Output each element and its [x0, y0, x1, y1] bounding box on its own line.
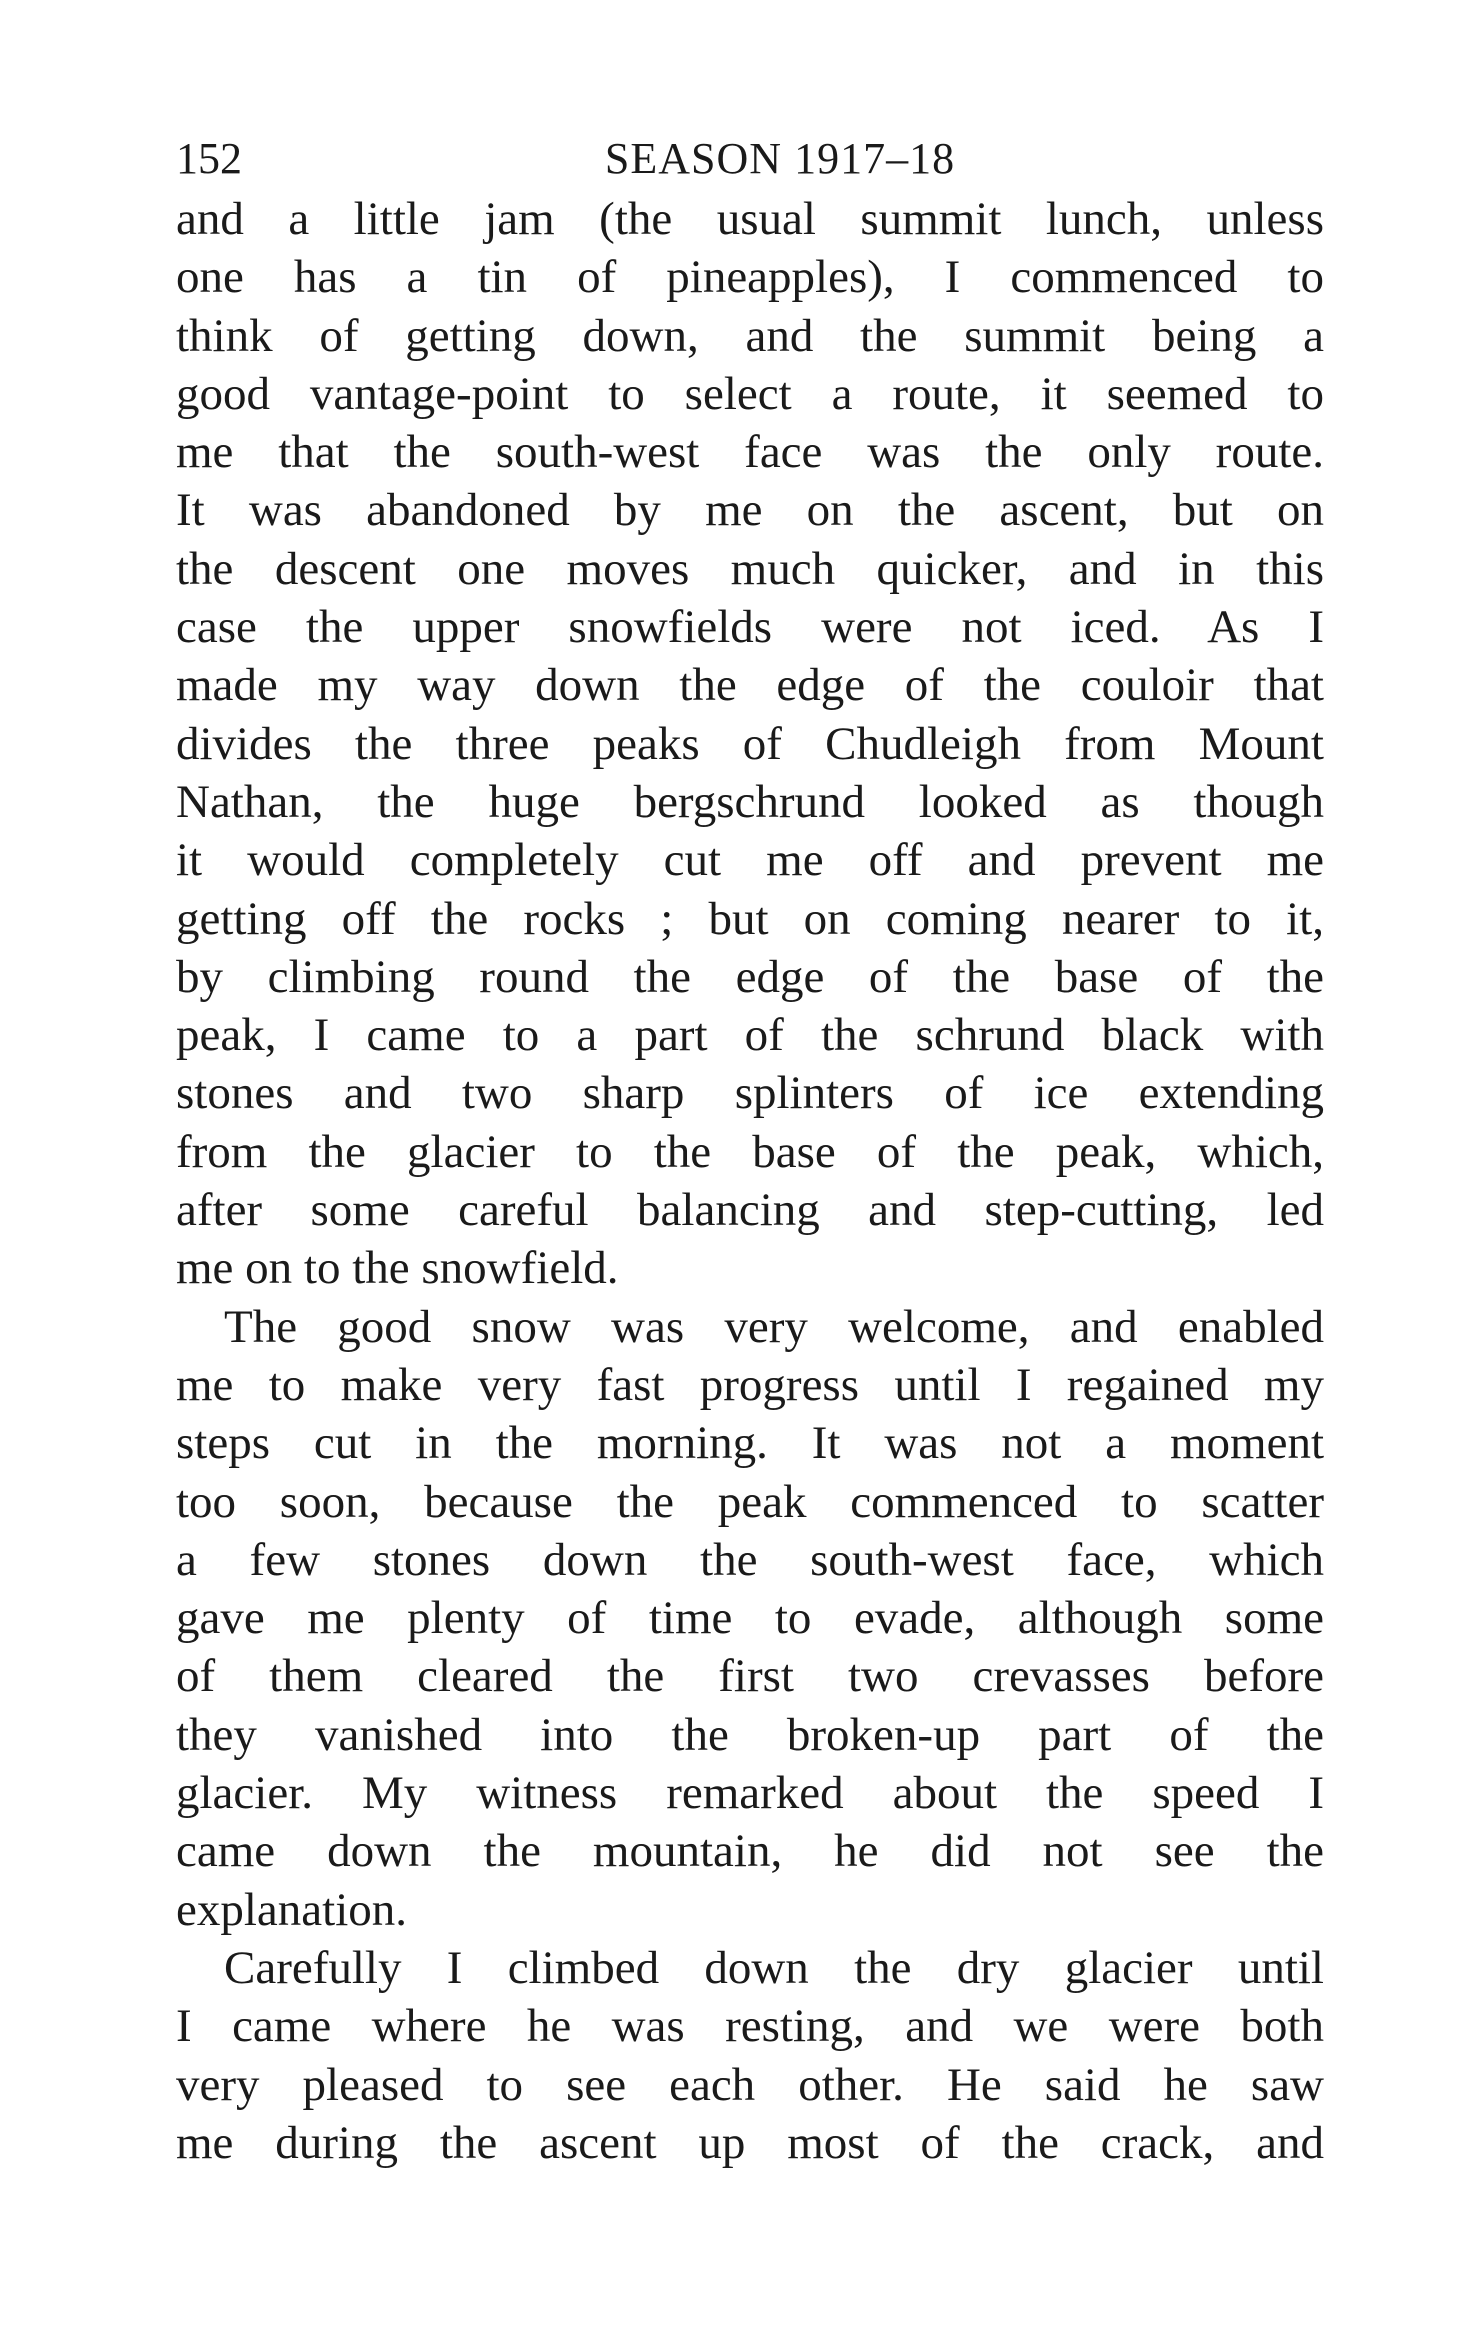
- text-line: came down the mountain, he did not see the: [176, 1825, 1324, 1878]
- text-line: getting off the rocks ; but on coming nearer to it,: [176, 892, 1324, 945]
- text-line: peak, I came to a part of the schrund black with: [176, 1009, 1324, 1062]
- text-line: explanation.: [176, 1883, 408, 1936]
- text-line: too soon, because the peak commenced to scatter: [176, 1475, 1324, 1528]
- text-line: very pleased to see each other. He said he saw: [176, 2058, 1324, 2111]
- text-line: the descent one moves much quicker, and in this: [176, 542, 1324, 595]
- text-line: glacier. My witness remarked about the speed I: [176, 1767, 1324, 1820]
- body-text: [176, 190, 1324, 2172]
- text-line: steps cut in the morning. It was not a moment: [176, 1417, 1324, 1470]
- paragraph: [176, 190, 1324, 1298]
- text-line: It was abandoned by me on the ascent, but on: [176, 484, 1324, 537]
- text-line: and a little jam (the usual summit lunch, unless: [176, 193, 1324, 245]
- text-line: stones and two sharp splinters of ice extending: [176, 1067, 1324, 1120]
- text-line: good vantage-point to select a route, it seemed to: [176, 367, 1324, 420]
- text-line: me to make very fast progress until I regained my: [176, 1358, 1324, 1411]
- text-line: one has a tin of pineapples), I commenced to: [176, 251, 1324, 304]
- text-line: it would completely cut me off and prevent me: [176, 834, 1324, 887]
- paragraph: [176, 1939, 1324, 2172]
- text-line: Nathan, the huge bergschrund looked as though: [176, 775, 1324, 828]
- text-line: me on to the snowfield.: [176, 1242, 619, 1295]
- text-line: The good snow was very welcome, and enabled: [224, 1300, 1324, 1353]
- paragraph: [176, 1298, 1324, 1939]
- text-line: I came where he was resting, and we were both: [176, 2000, 1324, 2053]
- text-line: me that the south-west face was the only route.: [176, 426, 1324, 479]
- text-line: me during the ascent up most of the crack, and: [176, 2116, 1324, 2169]
- text-line: Carefully I climbed down the dry glacier until: [224, 1941, 1324, 1994]
- text-line: divides the three peaks of Chudleigh from Mount: [176, 717, 1324, 770]
- text-line: a few stones down the south-west face, which: [176, 1533, 1324, 1586]
- text-line: of them cleared the first two crevasses before: [176, 1650, 1324, 1703]
- text-line: by climbing round the edge of the base of the: [176, 950, 1324, 1003]
- text-line: gave me plenty of time to evade, although some: [176, 1592, 1324, 1645]
- book-page: [176, 128, 1324, 2172]
- running-title: SEASON 1917–18: [604, 134, 956, 183]
- text-line: made my way down the edge of the couloir that: [176, 659, 1324, 712]
- running-head: [176, 128, 1324, 190]
- text-line: case the upper snowfields were not iced. As I: [176, 601, 1324, 654]
- text-line: from the glacier to the base of the peak, which,: [176, 1125, 1324, 1178]
- text-line: think of getting down, and the summit being a: [176, 309, 1324, 362]
- text-line: they vanished into the broken-up part of the: [176, 1708, 1324, 1761]
- page-number: 152: [176, 134, 242, 183]
- text-line: after some careful balancing and step-cutting, led: [176, 1184, 1324, 1237]
